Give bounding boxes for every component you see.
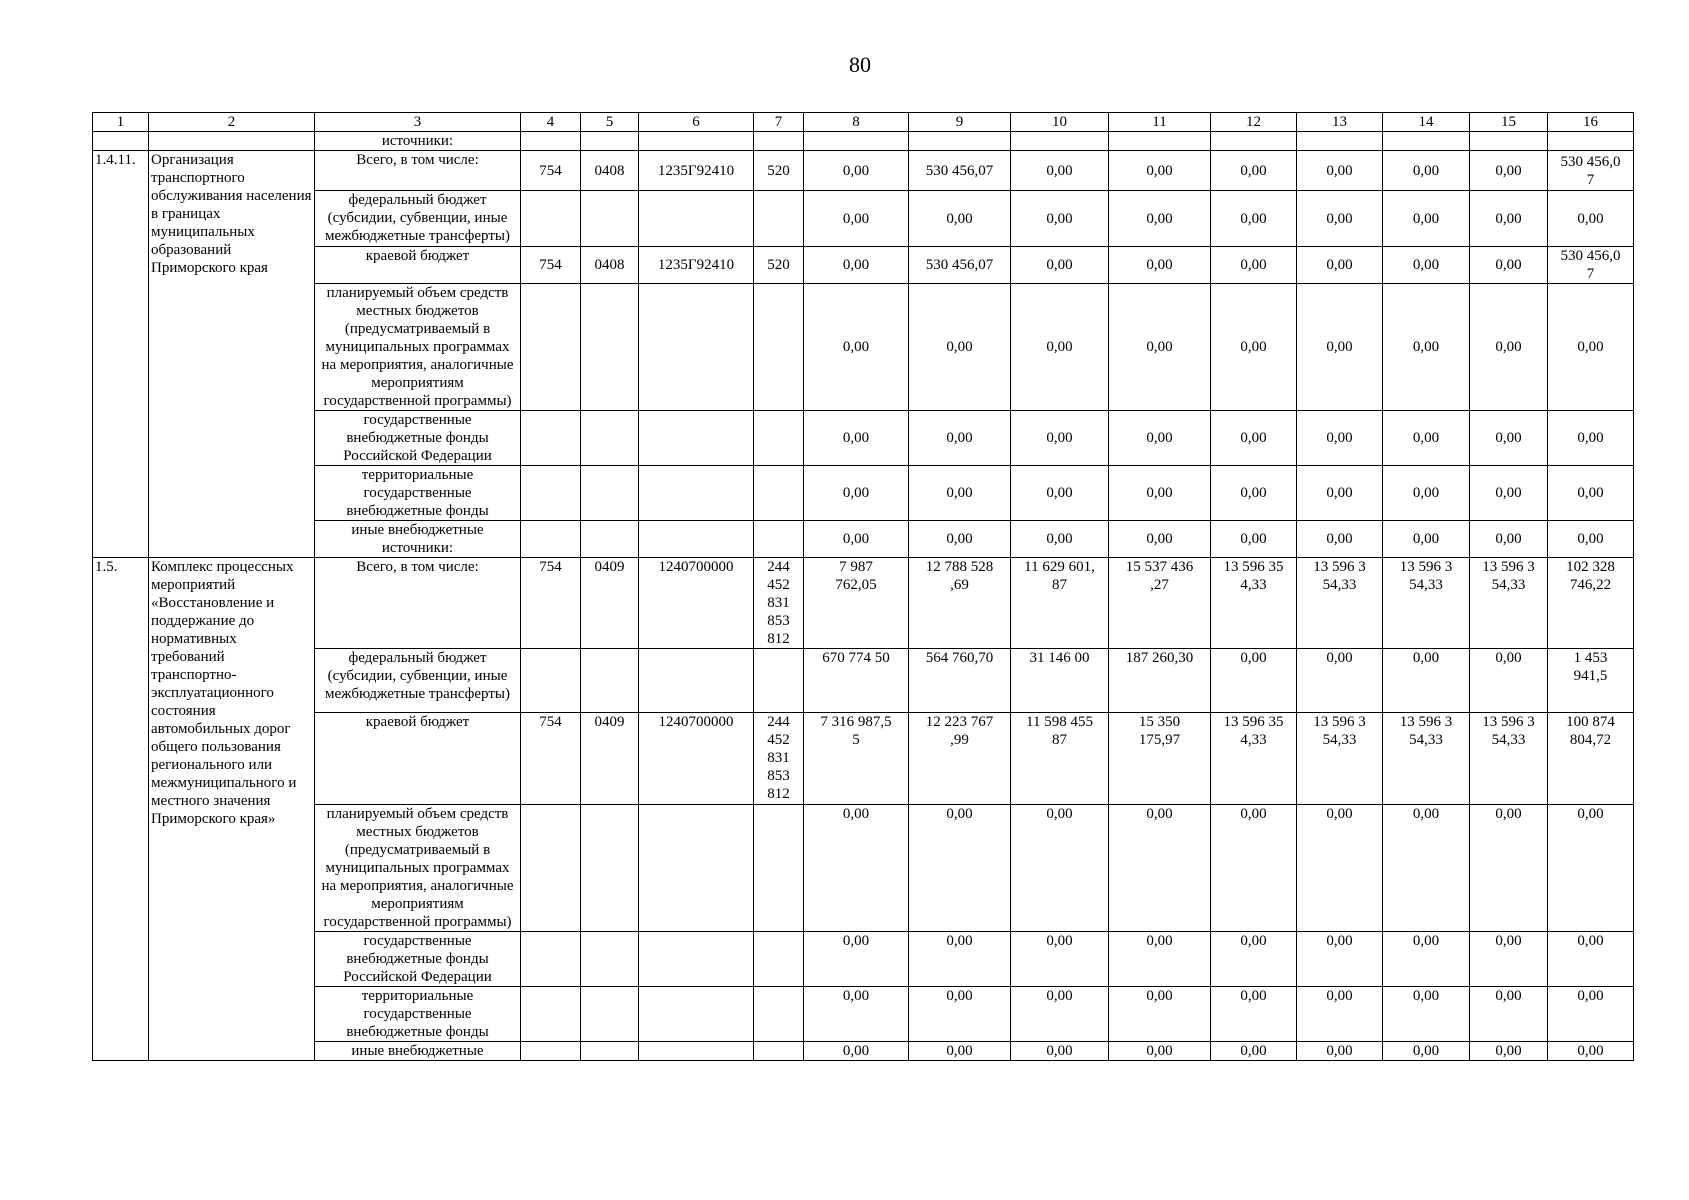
amount-cell: 0,00 — [1297, 987, 1383, 1042]
amount-cell: 0,00 — [1470, 151, 1548, 191]
empty-cell — [1211, 132, 1297, 151]
amount-cell: 0,00 — [909, 1042, 1011, 1061]
amount-cell: 0,00 — [1011, 284, 1109, 411]
amount-cell: 0,00 — [1211, 247, 1297, 284]
amount-cell: 0,00 — [1470, 466, 1548, 521]
code-cell-c5 — [581, 987, 639, 1042]
code-cell-c5 — [581, 805, 639, 932]
code-cell-c5 — [581, 191, 639, 247]
code-cell-c4 — [521, 191, 581, 247]
amount-cell: 0,00 — [1383, 987, 1470, 1042]
amount-cell: 0,00 — [804, 932, 909, 987]
empty-cell — [754, 132, 804, 151]
code-cell-c7 — [754, 466, 804, 521]
amount-cell: 0,00 — [1297, 247, 1383, 284]
amount-cell: 0,00 — [1548, 987, 1634, 1042]
amount-cell: 0,00 — [1470, 284, 1548, 411]
amount-cell: 0,00 — [1383, 466, 1470, 521]
table-row — [93, 932, 1634, 987]
amount-cell: 0,00 — [1211, 284, 1297, 411]
amount-cell: 12 788 528 ,69 — [909, 558, 1011, 649]
code-cell-c4 — [521, 932, 581, 987]
empty-cell — [909, 132, 1011, 151]
amount-cell: 0,00 — [1211, 466, 1297, 521]
amount-cell: 0,00 — [804, 466, 909, 521]
code-cell-c6 — [639, 284, 754, 411]
table-row — [93, 247, 1634, 284]
empty-cell — [1297, 132, 1383, 151]
empty-cell — [804, 132, 909, 151]
amount-cell: 564 760,70 — [909, 649, 1011, 713]
amount-cell: 0,00 — [804, 1042, 909, 1061]
amount-cell: 0,00 — [1211, 805, 1297, 932]
amount-cell: 0,00 — [1211, 521, 1297, 558]
amount-cell: 0,00 — [1011, 247, 1109, 284]
code-cell-c5 — [581, 521, 639, 558]
amount-cell: 0,00 — [909, 521, 1011, 558]
code-cell-c5: 0408 — [581, 247, 639, 284]
amount-cell: 0,00 — [1109, 932, 1211, 987]
code-cell-c5: 0409 — [581, 713, 639, 805]
amount-cell: 0,00 — [1470, 411, 1548, 466]
code-cell-c4: 754 — [521, 151, 581, 191]
amount-cell: 0,00 — [1211, 987, 1297, 1042]
amount-cell: 0,00 — [1297, 284, 1383, 411]
amount-cell: 0,00 — [1383, 247, 1470, 284]
amount-cell: 0,00 — [1109, 284, 1211, 411]
amount-cell: 0,00 — [1548, 411, 1634, 466]
code-cell-c6 — [639, 411, 754, 466]
source-label: Всего, в том числе: — [315, 558, 521, 649]
amount-cell: 13 596 3 54,33 — [1383, 558, 1470, 649]
source-label: федеральный бюджет (субсидии, субвенции, иные межбюджетные трансферты) — [315, 649, 521, 713]
code-cell-c4: 754 — [521, 247, 581, 284]
code-cell-c6 — [639, 649, 754, 713]
table-row — [93, 411, 1634, 466]
amount-cell: 102 328 746,22 — [1548, 558, 1634, 649]
code-cell-c5 — [581, 466, 639, 521]
amount-cell: 0,00 — [1548, 521, 1634, 558]
amount-cell: 0,00 — [1297, 649, 1383, 713]
table-row — [93, 558, 1634, 649]
amount-cell: 0,00 — [1297, 1042, 1383, 1061]
table-row — [93, 521, 1634, 558]
amount-cell: 0,00 — [1211, 191, 1297, 247]
amount-cell: 0,00 — [1109, 466, 1211, 521]
code-cell-c7: 244 452 831 853 812 — [754, 558, 804, 649]
code-cell-c6 — [639, 932, 754, 987]
amount-cell: 0,00 — [1109, 191, 1211, 247]
amount-cell: 0,00 — [1383, 649, 1470, 713]
amount-cell: 0,00 — [1383, 191, 1470, 247]
amount-cell: 0,00 — [804, 411, 909, 466]
code-cell-c6 — [639, 466, 754, 521]
code-cell-c7 — [754, 191, 804, 247]
amount-cell: 530 456,07 — [909, 247, 1011, 284]
code-cell-c7: 244 452 831 853 812 — [754, 713, 804, 805]
amount-cell: 0,00 — [909, 191, 1011, 247]
code-cell-c4 — [521, 649, 581, 713]
code-cell-c7 — [754, 932, 804, 987]
header-cell: 5 — [581, 113, 639, 132]
source-label: планируемый объем средств местных бюджетов (предусматриваемый в муниципальных программах на мероприятия, аналогичные мероприятиям государственной программы) — [315, 284, 521, 411]
amount-cell: 0,00 — [1011, 466, 1109, 521]
amount-cell: 0,00 — [1109, 411, 1211, 466]
source-label: федеральный бюджет (субсидии, субвенции, иные межбюджетные трансферты) — [315, 191, 521, 247]
amount-cell: 0,00 — [1011, 805, 1109, 932]
amount-cell: 12 223 767 ,99 — [909, 713, 1011, 805]
amount-cell: 0,00 — [804, 284, 909, 411]
amount-cell: 0,00 — [1383, 284, 1470, 411]
header-cell: 2 — [149, 113, 315, 132]
amount-cell: 0,00 — [1383, 1042, 1470, 1061]
amount-cell: 0,00 — [1011, 151, 1109, 191]
empty-cell — [1470, 132, 1548, 151]
header-cell: 14 — [1383, 113, 1470, 132]
row-number: 1.4.11. — [93, 151, 149, 558]
code-cell-c6 — [639, 1042, 754, 1061]
amount-cell: 0,00 — [1297, 151, 1383, 191]
empty-cell — [1109, 132, 1211, 151]
amount-cell: 0,00 — [1470, 247, 1548, 284]
code-cell-c5: 0408 — [581, 151, 639, 191]
header-cell: 13 — [1297, 113, 1383, 132]
empty-cell — [1011, 132, 1109, 151]
amount-cell: 0,00 — [1109, 247, 1211, 284]
table-row — [93, 132, 1634, 151]
source-label: краевой бюджет — [315, 713, 521, 805]
code-cell-c5 — [581, 284, 639, 411]
amount-cell: 1 453 941,5 — [1548, 649, 1634, 713]
header-cell: 7 — [754, 113, 804, 132]
amount-cell: 0,00 — [1297, 805, 1383, 932]
source-label: государственные внебюджетные фонды Российской Федерации — [315, 411, 521, 466]
amount-cell: 0,00 — [1211, 932, 1297, 987]
empty-cell — [639, 132, 754, 151]
amount-cell: 0,00 — [804, 191, 909, 247]
amount-cell: 0,00 — [1109, 1042, 1211, 1061]
amount-cell: 0,00 — [1011, 411, 1109, 466]
amount-cell: 187 260,30 — [1109, 649, 1211, 713]
code-cell-c5 — [581, 1042, 639, 1061]
amount-cell: 0,00 — [804, 151, 909, 191]
code-cell-c5: 0409 — [581, 558, 639, 649]
code-cell-c4 — [521, 284, 581, 411]
amount-cell: 0,00 — [909, 284, 1011, 411]
code-cell-c4: 754 — [521, 558, 581, 649]
code-cell-c5 — [581, 649, 639, 713]
amount-cell: 0,00 — [1383, 521, 1470, 558]
amount-cell: 0,00 — [1011, 932, 1109, 987]
code-cell-c7: 520 — [754, 151, 804, 191]
empty-cell — [581, 132, 639, 151]
header-cell: 16 — [1548, 113, 1634, 132]
source-label: территориальные государственные внебюджетные фонды — [315, 466, 521, 521]
table-row — [93, 805, 1634, 932]
source-label: иные внебюджетные — [315, 1042, 521, 1061]
amount-cell: 0,00 — [909, 987, 1011, 1042]
code-cell-c6: 1235Г92410 — [639, 151, 754, 191]
amount-cell: 13 596 35 4,33 — [1211, 558, 1297, 649]
amount-cell: 15 350 175,97 — [1109, 713, 1211, 805]
header-cell: 15 — [1470, 113, 1548, 132]
header-cell: 9 — [909, 113, 1011, 132]
table-row — [93, 987, 1634, 1042]
amount-cell: 0,00 — [1470, 987, 1548, 1042]
amount-cell: 13 596 3 54,33 — [1383, 713, 1470, 805]
amount-cell: 0,00 — [1297, 521, 1383, 558]
code-cell-c4 — [521, 411, 581, 466]
amount-cell: 0,00 — [1470, 1042, 1548, 1061]
amount-cell: 0,00 — [1383, 805, 1470, 932]
code-cell-c4 — [521, 987, 581, 1042]
source-label: иные внебюджетные источники: — [315, 521, 521, 558]
code-cell-c7 — [754, 521, 804, 558]
table-row — [93, 713, 1634, 805]
amount-cell: 0,00 — [909, 932, 1011, 987]
amount-cell: 0,00 — [1011, 987, 1109, 1042]
table-row — [93, 151, 1634, 191]
amount-cell: 0,00 — [1548, 805, 1634, 932]
activity-name: Комплекс процессных мероприятий «Восстановление и поддержание до нормативных требований транспортно-эксплуатационного состояния автомобильных дорог общего пользования регионального или межмуниципального и местного значения Приморского края» — [149, 558, 315, 1061]
source-label: планируемый объем средств местных бюджетов (предусматриваемый в муниципальных программах на мероприятия, аналогичные мероприятиям государственной программы) — [315, 805, 521, 932]
amount-cell: 100 874 804,72 — [1548, 713, 1634, 805]
header-cell: 3 — [315, 113, 521, 132]
page-number: 80 — [849, 52, 871, 77]
header-cell: 10 — [1011, 113, 1109, 132]
amount-cell: 0,00 — [1211, 1042, 1297, 1061]
amount-cell: 0,00 — [804, 987, 909, 1042]
amount-cell: 13 596 3 54,33 — [1470, 713, 1548, 805]
source-label: Всего, в том числе: — [315, 151, 521, 191]
code-cell-c4 — [521, 805, 581, 932]
amount-cell: 0,00 — [1297, 466, 1383, 521]
code-cell-c4 — [521, 1042, 581, 1061]
table-row — [93, 649, 1634, 713]
code-cell-c7 — [754, 987, 804, 1042]
header-cell: 1 — [93, 113, 149, 132]
code-cell-c6 — [639, 987, 754, 1042]
amount-cell: 670 774 50 — [804, 649, 909, 713]
amount-cell: 13 596 3 54,33 — [1470, 558, 1548, 649]
row-number: 1.5. — [93, 558, 149, 1061]
empty-cell — [521, 132, 581, 151]
code-cell-c7 — [754, 284, 804, 411]
amount-cell: 0,00 — [1470, 649, 1548, 713]
amount-cell: 0,00 — [1297, 191, 1383, 247]
code-cell-c6: 1235Г92410 — [639, 247, 754, 284]
amount-cell: 0,00 — [1470, 805, 1548, 932]
amount-cell: 530 456,0 7 — [1548, 151, 1634, 191]
empty-cell — [1383, 132, 1470, 151]
amount-cell: 0,00 — [1470, 932, 1548, 987]
amount-cell: 15 537 436 ,27 — [1109, 558, 1211, 649]
amount-cell: 0,00 — [909, 411, 1011, 466]
code-cell-c4 — [521, 466, 581, 521]
amount-cell: 7 316 987,5 5 — [804, 713, 909, 805]
table-row — [93, 191, 1634, 247]
amount-cell: 0,00 — [1011, 191, 1109, 247]
amount-cell: 0,00 — [1470, 521, 1548, 558]
table-row — [93, 466, 1634, 521]
amount-cell: 0,00 — [1109, 805, 1211, 932]
source-label: источники: — [315, 132, 521, 151]
amount-cell: 0,00 — [1011, 1042, 1109, 1061]
amount-cell: 0,00 — [909, 805, 1011, 932]
code-cell-c6: 1240700000 — [639, 558, 754, 649]
header-cell: 6 — [639, 113, 754, 132]
code-cell-c6: 1240700000 — [639, 713, 754, 805]
amount-cell: 0,00 — [1211, 411, 1297, 466]
table-row — [93, 1042, 1634, 1061]
amount-cell: 13 596 3 54,33 — [1297, 713, 1383, 805]
amount-cell: 0,00 — [1548, 1042, 1634, 1061]
amount-cell: 0,00 — [1109, 151, 1211, 191]
header-cell: 12 — [1211, 113, 1297, 132]
code-cell-c6 — [639, 521, 754, 558]
code-cell-c6 — [639, 805, 754, 932]
empty-cell — [93, 132, 149, 151]
amount-cell: 11 629 601, 87 — [1011, 558, 1109, 649]
amount-cell: 0,00 — [1548, 932, 1634, 987]
amount-cell: 11 598 455 87 — [1011, 713, 1109, 805]
source-label: территориальные государственные внебюджетные фонды — [315, 987, 521, 1042]
amount-cell: 13 596 35 4,33 — [1211, 713, 1297, 805]
amount-cell: 0,00 — [1548, 284, 1634, 411]
code-cell-c4: 754 — [521, 713, 581, 805]
source-label: государственные внебюджетные фонды Российской Федерации — [315, 932, 521, 987]
code-cell-c7 — [754, 411, 804, 466]
amount-cell: 0,00 — [1109, 521, 1211, 558]
amount-cell: 31 146 00 — [1011, 649, 1109, 713]
amount-cell: 0,00 — [1548, 191, 1634, 247]
amount-cell: 0,00 — [1297, 411, 1383, 466]
code-cell-c5 — [581, 411, 639, 466]
amount-cell: 0,00 — [1109, 987, 1211, 1042]
amount-cell: 0,00 — [804, 521, 909, 558]
code-cell-c4 — [521, 521, 581, 558]
table-row — [93, 284, 1634, 411]
amount-cell: 0,00 — [909, 466, 1011, 521]
header-cell: 8 — [804, 113, 909, 132]
amount-cell: 0,00 — [1383, 151, 1470, 191]
amount-cell: 7 987 762,05 — [804, 558, 909, 649]
amount-cell: 0,00 — [1383, 411, 1470, 466]
amount-cell: 0,00 — [1548, 466, 1634, 521]
source-label: краевой бюджет — [315, 247, 521, 284]
amount-cell: 0,00 — [804, 805, 909, 932]
amount-cell: 0,00 — [1297, 932, 1383, 987]
amount-cell: 0,00 — [804, 247, 909, 284]
amount-cell: 0,00 — [1011, 521, 1109, 558]
amount-cell: 0,00 — [1211, 151, 1297, 191]
code-cell-c6 — [639, 191, 754, 247]
header-cell: 11 — [1109, 113, 1211, 132]
amount-cell: 0,00 — [1383, 932, 1470, 987]
code-cell-c7 — [754, 649, 804, 713]
code-cell-c5 — [581, 932, 639, 987]
amount-cell: 0,00 — [1470, 191, 1548, 247]
amount-cell: 530 456,0 7 — [1548, 247, 1634, 284]
amount-cell: 0,00 — [1211, 649, 1297, 713]
empty-cell — [149, 132, 315, 151]
header-row — [93, 113, 1634, 132]
budget-table — [92, 112, 1634, 1061]
code-cell-c7: 520 — [754, 247, 804, 284]
amount-cell: 530 456,07 — [909, 151, 1011, 191]
code-cell-c7 — [754, 1042, 804, 1061]
amount-cell: 13 596 3 54,33 — [1297, 558, 1383, 649]
header-cell: 4 — [521, 113, 581, 132]
empty-cell — [1548, 132, 1634, 151]
activity-name: Организация транспортного обслуживания населения в границах муниципальных образований Приморского края — [149, 151, 315, 558]
code-cell-c7 — [754, 805, 804, 932]
